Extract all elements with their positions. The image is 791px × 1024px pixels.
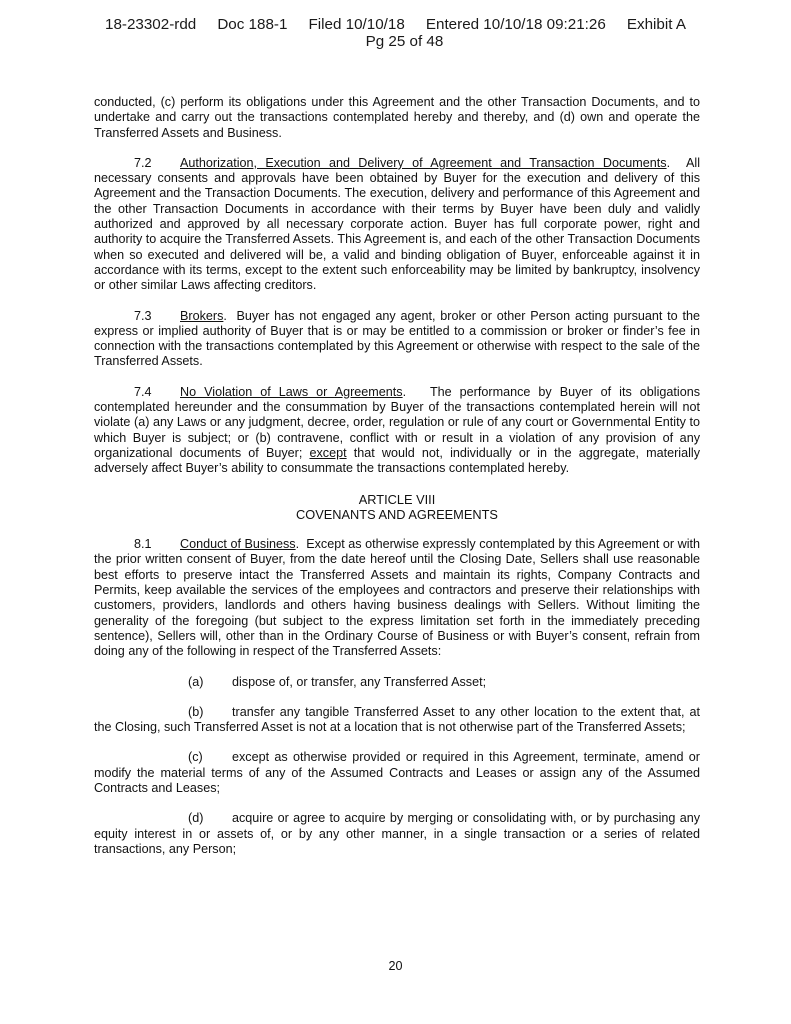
item-text: acquire or agree to acquire by merging or consolidating with, or by purchasing any equity interest in or assets of, or by any other manner, in a single transaction or a series of related transactions, any Person; — [94, 811, 700, 856]
article-number: ARTICLE VIII — [358, 491, 436, 507]
section-7-3: 7.3 Brokers. Buyer has not engaged any agent, broker or other Person acting pursuant to the express or implied authority of Buyer that is or may be entitled to a commission or broker or finder’s fee in connection with the transactions contemplated by this Agreement or otherwise with respect to the sale of the Transferred Assets. — [94, 308, 700, 369]
doc-number: Doc 188-1 — [217, 16, 288, 33]
section-number: 7.4 — [134, 384, 152, 399]
item-text: dispose of, or transfer, any Transferred Asset; — [232, 674, 487, 689]
section-title: Conduct of Business — [180, 537, 296, 552]
section-text-a: The performance by Buyer of its obligations contemplated hereunder and the consummation by Buyer of the transactions contemplated herein will not violate (a) any Laws or any judgment, decree, order, regulation or rule of any court or Governmental Entity to which Buyer is subject; or (b) contravene, conflict with or result in a violation of any provision of any organizational documents of Buyer; — [94, 384, 700, 460]
section-text: Buyer has not engaged any agent, broker or other Person acting pursuant to the express or implied authority of Buyer that is or may be entitled to a commission or broker or finder’s fee in connection with the transactions contemplated by this Agreement or otherwise with respect to the sale of the Transferred Assets. — [94, 308, 700, 369]
section-title: Authorization, Execution and Delivery of Agreement and Transaction Documents — [180, 155, 667, 170]
section-number: 7.3 — [134, 308, 152, 323]
section-number: 8.1 — [134, 537, 152, 552]
filed-date: Filed 10/10/18 — [308, 16, 405, 33]
page-count: Pg 25 of 48 — [365, 32, 444, 50]
section-7-2: 7.2 Authorization, Execution and Delivery of Agreement and Transaction Documents. All necessary consents and approvals have been obtained by Buyer for the execution and delivery of this Agreement and the Transaction Documents. The execution, delivery and performance of this Agreement and the other Transaction Documents in accordance with their terms by Buyer have been duly and validly authorized and approved by all necessary corporate action. Buyer has full corporate power, right and authority to acquire the Transferred Assets. This Agreement is, and each of the other Transaction Documents when so executed and delivered will be, a valid and binding obligation of Buyer, enforceable against it in accordance with its terms, except to the extent such enforceability may be limited by bankruptcy, insolvency or other similar Laws affecting creditors. — [94, 155, 700, 293]
item-text: transfer any tangible Transferred Asset to any other location to the extent that, at the Closing, such Transferred Asset is not at a location that is not otherwise part of the Transferred Assets; — [94, 704, 700, 735]
except-word: except — [309, 445, 347, 460]
page-number: 20 — [388, 959, 403, 973]
item-label: (a) — [188, 674, 204, 689]
item-text: except as otherwise provided or required in this Agreement, terminate, amend or modify the material terms of any of the Assumed Contracts and Leases or assign any of the Assumed Contracts and Leases; — [94, 750, 700, 795]
section-number: 7.2 — [134, 155, 152, 170]
section-text-b: that would not, individually or in the aggregate, materially adversely affect Buyer’s ability to consummate the transactions contemplated hereby. — [94, 445, 700, 476]
item-label: (b) — [188, 704, 204, 719]
item-label: (d) — [188, 811, 204, 826]
case-number: 18-23302-rdd — [105, 16, 197, 33]
exhibit-label: Exhibit A — [626, 16, 686, 33]
section-text: All necessary consents and approvals have been obtained by Buyer for the execution and delivery of this Agreement and the Transaction Documents. The execution, delivery and performance of this Agreement and the other Transaction Documents in accordance with their terms by Buyer have been duly and validly authorized and approved by all necessary corporate action. Buyer has full corporate power, right and authority to acquire the Transferred Assets. This Agreement is, and each of the other Transaction Documents when so executed and delivered will be, a valid and binding obligation of Buyer, enforceable against it in accordance with its terms, except to the extent such enforceability may be limited by bankruptcy, insolvency or other similar Laws affecting creditors. — [94, 155, 700, 293]
item-label: (c) — [188, 750, 203, 765]
entered-date: Entered 10/10/18 09:21:26 — [425, 16, 606, 33]
court-filing-header — [0, 17, 791, 50]
article-title: COVENANTS AND AGREEMENTS — [296, 506, 498, 522]
article-heading — [94, 492, 700, 523]
section-8-1: 8.1 Conduct of Business. Except as otherwise expressly contemplated by this Agreement or with the prior written consent of Buyer, from the date hereof until the Closing Date, Sellers shall use reasonable best efforts to preserve intact the Transferred Assets and maintain its rights, Company Contracts and Permits, keep available the services of the employees and contractors and preserve their relationships with customers, providers, landlords and others having business dealings with Sellers. Without limiting the generality of the foregoing (but subject to the express limitation set forth in the immediately preceding sentence), Sellers will, other than in the Ordinary Course of Business or with Buyer’s consent, refrain from doing any of the following in respect of the Transferred Assets: — [94, 537, 700, 659]
section-title: No Violation of Laws or Agreements — [180, 384, 403, 399]
list-item — [94, 705, 700, 736]
document-body — [94, 95, 700, 872]
section-7-4: 7.4 No Violation of Laws or Agreements. The performance by Buyer of its obligations contemplated hereunder and the consummation by Buyer of the transactions contemplated herein will not violate (a) any Laws or any judgment, decree, order, regulation or rule of any court or Governmental Entity to which Buyer is subject; or (b) contravene, conflict with or result in a violation of any provision of any organizational documents of Buyer; except that would not, individually or in the aggregate, materially adversely affect Buyer’s ability to consummate the transactions contemplated hereby. — [94, 384, 700, 476]
list-item — [94, 811, 700, 857]
section-title: Brokers — [180, 308, 224, 323]
list-item — [94, 750, 700, 796]
section-text: Except as otherwise expressly contemplated by this Agreement or with the prior written consent of Buyer, from the date hereof until the Closing Date, Sellers shall use reasonable best efforts to preserve intact the Transferred Assets and maintain its rights, Company Contracts and Permits, keep available the services of the employees and contractors and preserve their relationships with customers, providers, landlords and others having business dealings with Sellers. Without limiting the generality of the foregoing (but subject to the express limitation set forth in the immediately preceding sentence), Sellers will, other than in the Ordinary Course of Business or with Buyer’s consent, refrain from doing any of the following in respect of the Transferred Assets: — [94, 537, 700, 659]
list-item — [94, 675, 700, 690]
intro-paragraph: conducted, (c) perform its obligations under this Agreement and the other Transaction Documents, and to undertake and carry out the transactions contemplated hereby and thereby, and (d) own and operate the Transferred Assets and Business. — [94, 95, 700, 140]
